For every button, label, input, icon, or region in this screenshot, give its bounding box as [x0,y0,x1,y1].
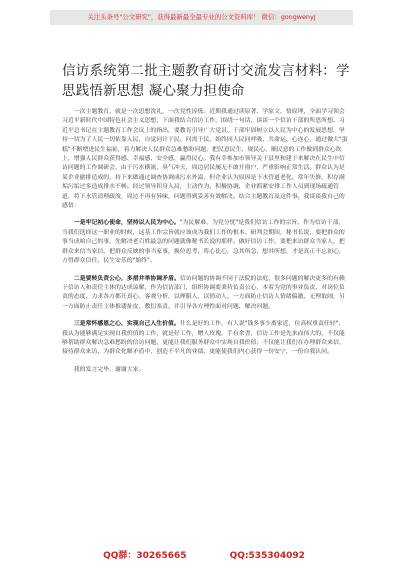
point-text-2: 信访问题的协调不同于法院的法庭，很多问题的解决更多的有赖于信访人和责任主体的达成谅解，作为信访部门，组织协调要秉持负责公心，本着为党的事业负责、对岗位负责的态度，力求各方都开真心、客观分析，以理服人，以情动人，一方面防止信访人情绪偏激、无理取闹，另一方面防止责任主体推诿扯皮、敷衍塞责，并引导各方理性面对问题，解决问题。 [62,275,345,310]
body-paragraph: 一次主题教育，就是一次思想洗礼、一次党性淬炼。近期我通过读原著、学原文、悟原理，全面学习领会习近平新时代中国特色社会主义思想，下面我结合信访工作，围绕一句话，谈谈一个信访干部的所思所想。习近平总书记在主题教育工作会议上的指出，要教育引导广大党员、干部牢固树立以人民为中心的发展思想，坚持一切为了人民一切依靠人民，自觉问计于民、问需于民，始终同人民同呼吸、共命运、心连心，通过做大"蛋糕"不断增进民生福祉，着力解决人民群众急难愁盼问题，把民意民生、规民心、顺民意的工作做到群众心坎上，增强人民群众获得感、幸福感、安全感，赢得民心。我有幸参加市领导关于县里和建下来解决在民生中信访问题的工作调研会，由于污水横流，臭气冲天，周边居民屡无不敢开窗户，严重影响正常生活。群众认为是某企业偷排造成的，持下来做通过调查协调成污水外溢，但企业认为原因是下水管道老化。常年失修，积存满垢污垢过多造成排水不畅。经过领导积身入局，主动作为、积极协调，企业抓紧安排工作人员到现场疏通管道，将下水管清理疏浚，周边不再有异味，问题得到妥善有效解决。结合主题教育及这件事，我谈谈我自己的感悟： [62,109,348,210]
closing-paragraph: 我的发言完毕，谢谢大家。 [73,366,145,373]
point-paragraph-3 [62,320,349,358]
point-paragraph-1 [62,219,349,266]
point-heading-1: 一是牢记初心使命，坚持以人民为中心。 [73,220,180,227]
qq-group-text: QQ群：30265665 [103,551,187,561]
document-title: 信访系统第二批主题教育研讨交流发言材料：学思践悟新思想 凝心聚力担使命 [62,63,350,99]
qq-number-text: QQ:535304092 [229,551,305,561]
point-heading-2: 二是要转负责公心，多措并举协调矛盾。 [73,275,180,282]
contact-footer [0,548,408,561]
point-paragraph-2 [62,275,349,313]
promo-banner[interactable]: 关注头条号"公文研究"，获得最新最全最专业的公文资料库！ 微信：gongwenyj [50,10,353,25]
document-body [62,108,349,375]
point-heading-3: 三是常怀感恩之心，实现自己人生价值。 [73,321,180,328]
point-text-3: 什么是好的工作，有人说"钱多事少离家近，位高权重责任轻"，我认为能够满足实现自我价值的工作，就是好工作，赠人玫瑰，手有余香，信访工作是先来而伟大的，不仅能够帮助群众解决急难愁盼的信访问题，更能让我们服务群众中实现自我价值；不仅能让我们在办理群众来信、接待群众来访、为群众化解矛盾中，创造不平凡的业绩，更能使我们内心获得一份安宁，一份自我认同。 [62,321,345,356]
point-text-1: "为民解难，为党分忧"是我们信访工作的宗旨。作为信访干部，当我们选择这一职业的时候，这基工作宗旨就应该成为我们工作的根本。研判会期间，秘书长说，要把群众的事当成咱自己的事，先解决老百姓最急的问题就像秘书长说的那样。做好信访工作，要把来访群众当家人，把群众来信当家信，把群众反映的事当家事，换位思考，将心比心，急其所急、想其所想，才是真正不忘初心，方得群众信任，民生安乐的"始终"。 [62,220,345,265]
